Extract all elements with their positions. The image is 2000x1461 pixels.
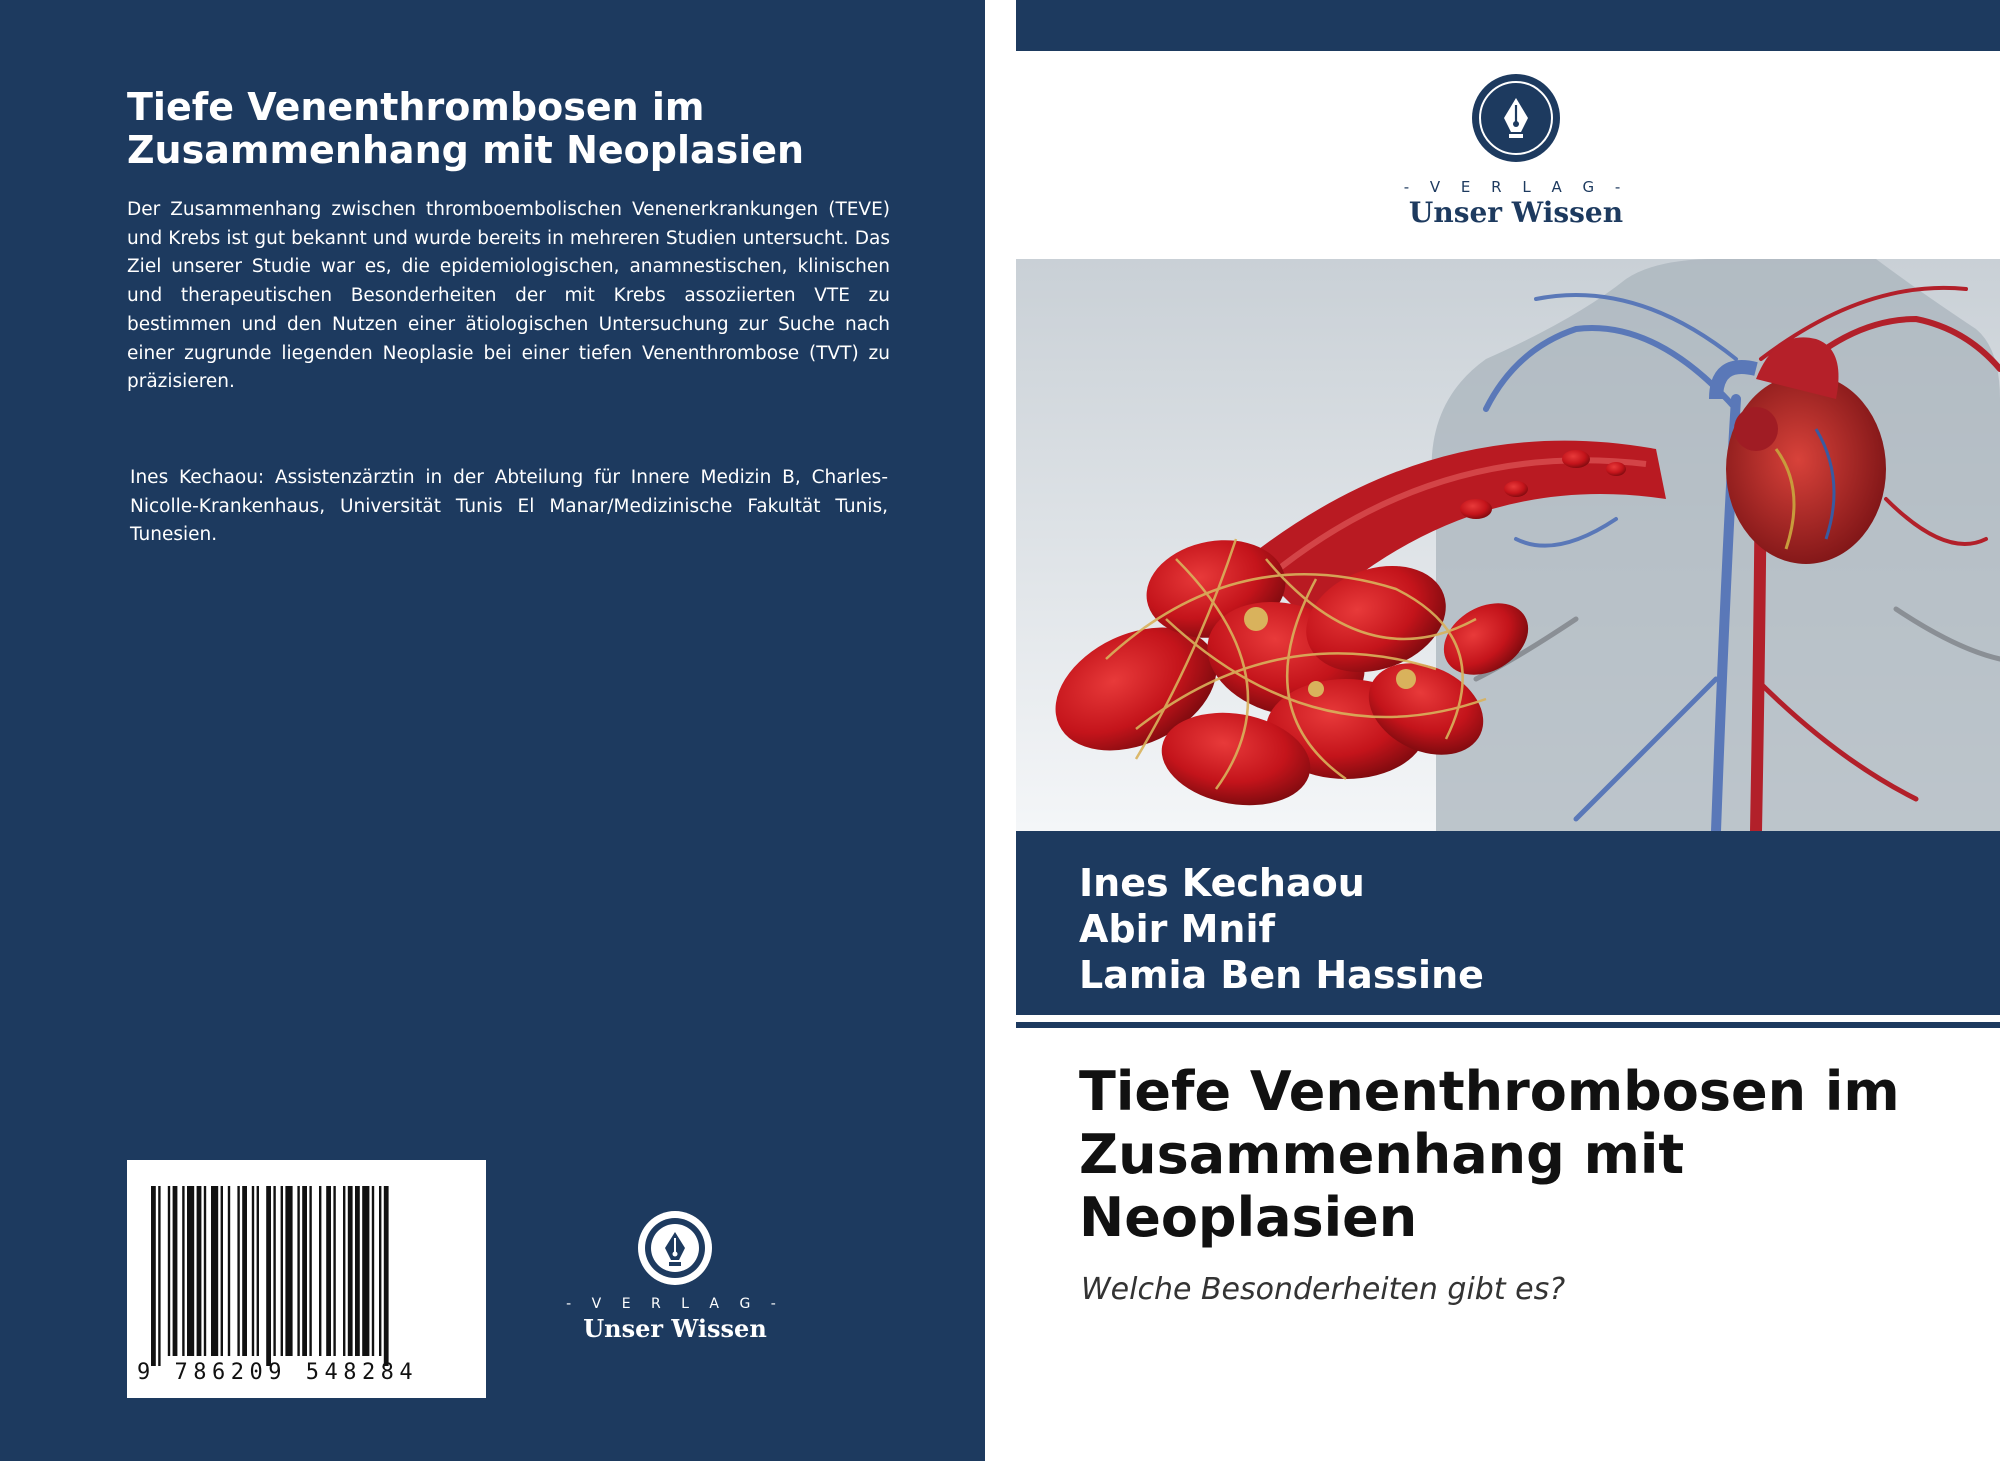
- barcode-bar: [281, 1186, 283, 1356]
- barcode-bar: [228, 1186, 230, 1356]
- logo-name: Unser Wissen: [583, 1314, 767, 1343]
- barcode-bar: [326, 1186, 331, 1356]
- barcode-bar: [372, 1186, 374, 1356]
- barcode-bar: [285, 1186, 292, 1356]
- barcode-bar: [379, 1186, 381, 1356]
- barcode-bar: [333, 1186, 335, 1356]
- barcode: [127, 1160, 486, 1398]
- barcode-bar: [211, 1186, 218, 1356]
- front-cover-subtitle: Welche Besonderheiten gibt es?: [1081, 1272, 1566, 1307]
- barcode-bar: [197, 1186, 202, 1356]
- isbn-number: 9 786209 548284: [137, 1360, 419, 1385]
- front-cover: [1016, 0, 2000, 1461]
- barcode-bar: [252, 1186, 254, 1356]
- barcode-bar: [173, 1186, 178, 1356]
- barcode-bar: [168, 1186, 170, 1356]
- barcode-bar: [242, 1186, 247, 1356]
- back-cover-title: Tiefe Venenthrombosen im Zusammenhang mit Neoplasien: [127, 85, 805, 172]
- divider-rule: [1016, 1022, 2000, 1028]
- barcode-bar: [319, 1186, 321, 1356]
- back-publisher-logo: [560, 1208, 790, 1343]
- barcode-bar: [257, 1186, 259, 1356]
- barcode-bar: [297, 1186, 299, 1356]
- front-publisher-logo: [1366, 72, 1666, 229]
- barcode-bar: [158, 1186, 160, 1366]
- spine: [985, 0, 1016, 1461]
- barcode-bar: [266, 1186, 271, 1366]
- cover-illustration: [1016, 259, 2000, 831]
- front-cover-title: Tiefe Venenthrombosen im Zusammenhang mit Neoplasien: [1079, 1060, 1900, 1249]
- barcode-bar: [343, 1186, 345, 1356]
- author-3: Lamia Ben Hassine: [1079, 953, 1484, 997]
- barcode-bar: [362, 1186, 369, 1356]
- barcode-bar: [273, 1186, 275, 1356]
- barcode-bar: [302, 1186, 307, 1356]
- pen-nib-logo-icon: [1470, 72, 1562, 164]
- barcode-bar: [187, 1186, 194, 1356]
- barcode-bar: [384, 1186, 389, 1366]
- logo-verlag-text: - V E R L A G -: [566, 1296, 784, 1312]
- author-band: [1016, 831, 2000, 1015]
- barcode-bar: [309, 1186, 311, 1356]
- barcode-bar: [237, 1186, 239, 1356]
- logo-verlag-text: - V E R L A G -: [1403, 178, 1629, 196]
- back-cover: [0, 0, 985, 1461]
- top-bar: [1016, 0, 2000, 51]
- author-bio: Ines Kechaou: Assistenzärztin in der Abteilung für Innere Medizin B, Charles-Nicolle-Krankenhaus, Universität Tunis El Manar/Medizinische Fakultät Tunis, Tunesien.: [130, 467, 888, 546]
- back-cover-description: Der Zusammenhang zwischen thromboembolischen Venenerkrankungen (TEVE) und Krebs ist gut bekannt und wurde bereits in mehreren Studien untersucht. Das Ziel unserer Studie war es, die epidemiologischen, anamnestischen, klinischen und therapeutischen Besonderheiten der mit Krebs assoziierten VTE zu bestimmen und den Nutzen einer ätiologischen Untersuchung zur Suche nach einer zugrunde liegenden Neoplasie bei einer tiefen Venenthrombose (TVT) zu präzisieren.: [127, 199, 890, 393]
- logo-name: Unser Wissen: [1408, 196, 1624, 229]
- barcode-bar: [355, 1186, 360, 1356]
- pen-nib-logo-icon: [635, 1208, 715, 1288]
- author-2: Abir Mnif: [1079, 907, 1276, 951]
- barcode-bar: [204, 1186, 206, 1356]
- barcode-bar: [348, 1186, 353, 1356]
- barcode-bar: [151, 1186, 156, 1366]
- barcode-bar: [221, 1186, 223, 1356]
- author-1: Ines Kechaou: [1079, 861, 1365, 905]
- barcode-bar: [182, 1186, 184, 1356]
